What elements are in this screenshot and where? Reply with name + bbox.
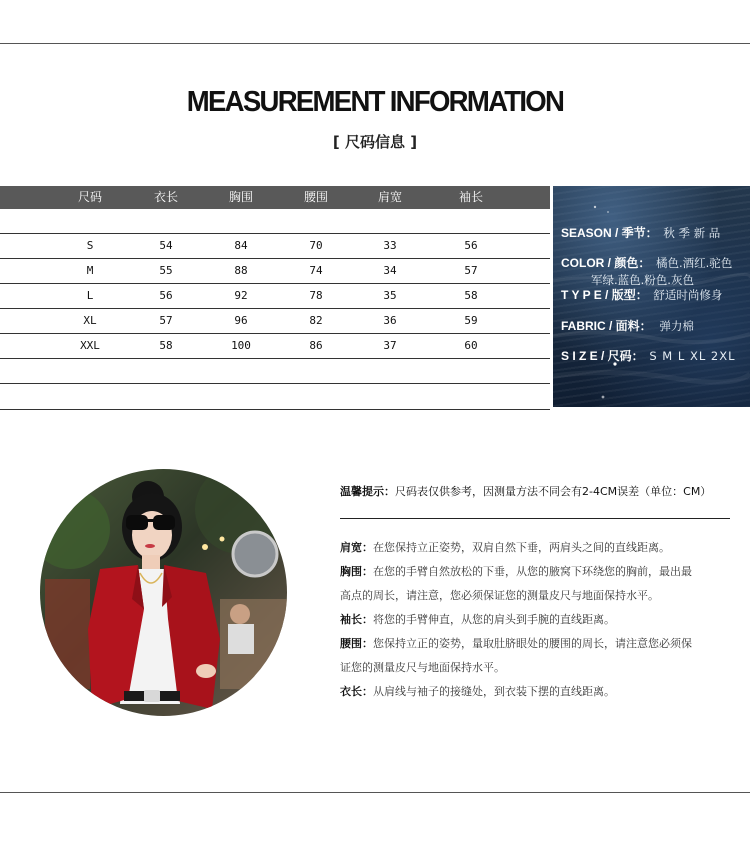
model-illustration: [40, 469, 287, 716]
definition-text-continued: 高点的周长，请注意，您必须保证您的测量皮尺与地面保持水平。: [340, 589, 659, 602]
definition-text: 在您的手臂自然放松的下垂，从您的腋窝下环绕您的胸前，最出最: [373, 565, 692, 578]
cell-waist: 74: [309, 264, 323, 277]
col-header-waist: 腰围: [303, 190, 328, 204]
cell-sleeve: 59: [464, 314, 478, 327]
color-line: [561, 254, 732, 271]
cell-length: 54: [159, 239, 173, 252]
size-line: [561, 347, 735, 364]
size-tip: [340, 483, 711, 499]
definition-term: 腰围：: [340, 637, 373, 650]
table-header: [0, 186, 550, 209]
definition-waist: [340, 632, 735, 680]
definition-text: 在您保持立正姿势，双肩自然下垂，两肩头之间的直线距离。: [373, 541, 670, 554]
table-spacer-row: [0, 209, 550, 234]
definition-term: 袖长：: [340, 613, 373, 626]
cell-sleeve: 57: [464, 264, 478, 277]
cell-shoulder: 35: [383, 289, 397, 302]
cell-shoulder: 34: [383, 264, 397, 277]
definition-text: 将您的手臂伸直，从您的肩头到手腕的直线距离。: [373, 613, 615, 626]
cell-sleeve: 58: [464, 289, 478, 302]
top-divider: [0, 43, 750, 44]
season-line: [561, 224, 720, 241]
cell-bust: 96: [234, 314, 248, 327]
cell-bust: 84: [234, 239, 248, 252]
cell-sleeve: 56: [464, 239, 478, 252]
table-row: [0, 334, 550, 359]
product-info-panel: [553, 186, 750, 407]
table-row: [0, 234, 550, 259]
table-spacer-row: [0, 359, 550, 384]
cell-shoulder: 33: [383, 239, 397, 252]
cell-waist: 70: [309, 239, 323, 252]
season-label: SEASON / 季节：: [561, 226, 658, 240]
col-header-bust: 胸围: [228, 190, 253, 204]
col-header-shoulder: 肩宽: [377, 190, 402, 204]
cell-size: XXL: [80, 339, 100, 352]
col-header-sleeve: 袖长: [458, 190, 483, 204]
tip-label: 温馨提示：: [340, 485, 395, 498]
col-header-size: 尺码: [77, 190, 102, 204]
cell-size: L: [86, 289, 94, 302]
cell-shoulder: 36: [383, 314, 397, 327]
page-subtitle: [ 尺码信息 ]: [332, 133, 418, 151]
definition-text: 从肩线与袖子的接缝处，到衣装下摆的直线距离。: [373, 685, 615, 698]
definition-shoulder: [340, 536, 735, 560]
definition-term: 胸围：: [340, 565, 373, 578]
table-row: [0, 259, 550, 284]
cell-bust: 88: [234, 264, 248, 277]
size-table: [0, 186, 550, 410]
size-label: S I Z E / 尺码：: [561, 349, 644, 363]
model-photo: [40, 469, 287, 716]
definition-term: 衣长：: [340, 685, 373, 698]
definition-text-continued: 证您的测量皮尺与地面保持水平。: [340, 661, 505, 674]
definition-term: 肩宽：: [340, 541, 373, 554]
definition-sleeve: [340, 608, 735, 632]
fabric-label: FABRIC / 面料：: [561, 319, 652, 333]
season-value: 秋 季 新 品: [663, 226, 721, 240]
color-value: 橘色.酒红.驼色: [656, 256, 733, 270]
definition-length: [340, 680, 735, 704]
cell-length: 57: [159, 314, 173, 327]
cell-length: 55: [159, 264, 173, 277]
definition-text: 您保持立正的姿势，量取肚脐眼处的腰围的周长，请注意您必须保: [373, 637, 692, 650]
type-value: 舒适时尚修身: [653, 288, 723, 302]
tip-divider: [340, 518, 730, 519]
cell-bust: 100: [231, 339, 251, 352]
cell-waist: 86: [309, 339, 323, 352]
type-line: [561, 286, 722, 303]
fabric-value: 弹力棉: [659, 319, 694, 333]
cell-sleeve: 60: [464, 339, 478, 352]
cell-size: M: [86, 264, 94, 277]
color-value-continued: 军绿.蓝色.粉色.灰色: [591, 273, 694, 287]
table-spacer-row: [0, 384, 550, 410]
size-value: S M L XL 2XL: [649, 349, 736, 363]
table-row: [0, 309, 550, 334]
cell-shoulder: 37: [383, 339, 397, 352]
type-label: T Y P E / 版型：: [561, 288, 648, 302]
definition-bust: [340, 560, 735, 608]
cell-waist: 82: [309, 314, 323, 327]
table-row: [0, 284, 550, 309]
tip-text: 尺码表仅供参考，因测量方法不同会有2-4CM误差（单位：CM）: [395, 485, 712, 498]
cell-waist: 78: [309, 289, 323, 302]
color-label: COLOR / 颜色：: [561, 256, 651, 270]
cell-length: 58: [159, 339, 173, 352]
page-title: MEASUREMENT INFORMATION: [186, 86, 564, 118]
col-header-length: 衣长: [153, 190, 178, 204]
cell-length: 56: [159, 289, 173, 302]
cell-size: S: [86, 239, 94, 252]
cell-size: XL: [83, 314, 97, 327]
cell-bust: 92: [234, 289, 248, 302]
bottom-divider: [0, 792, 750, 793]
fabric-line: [561, 317, 694, 334]
